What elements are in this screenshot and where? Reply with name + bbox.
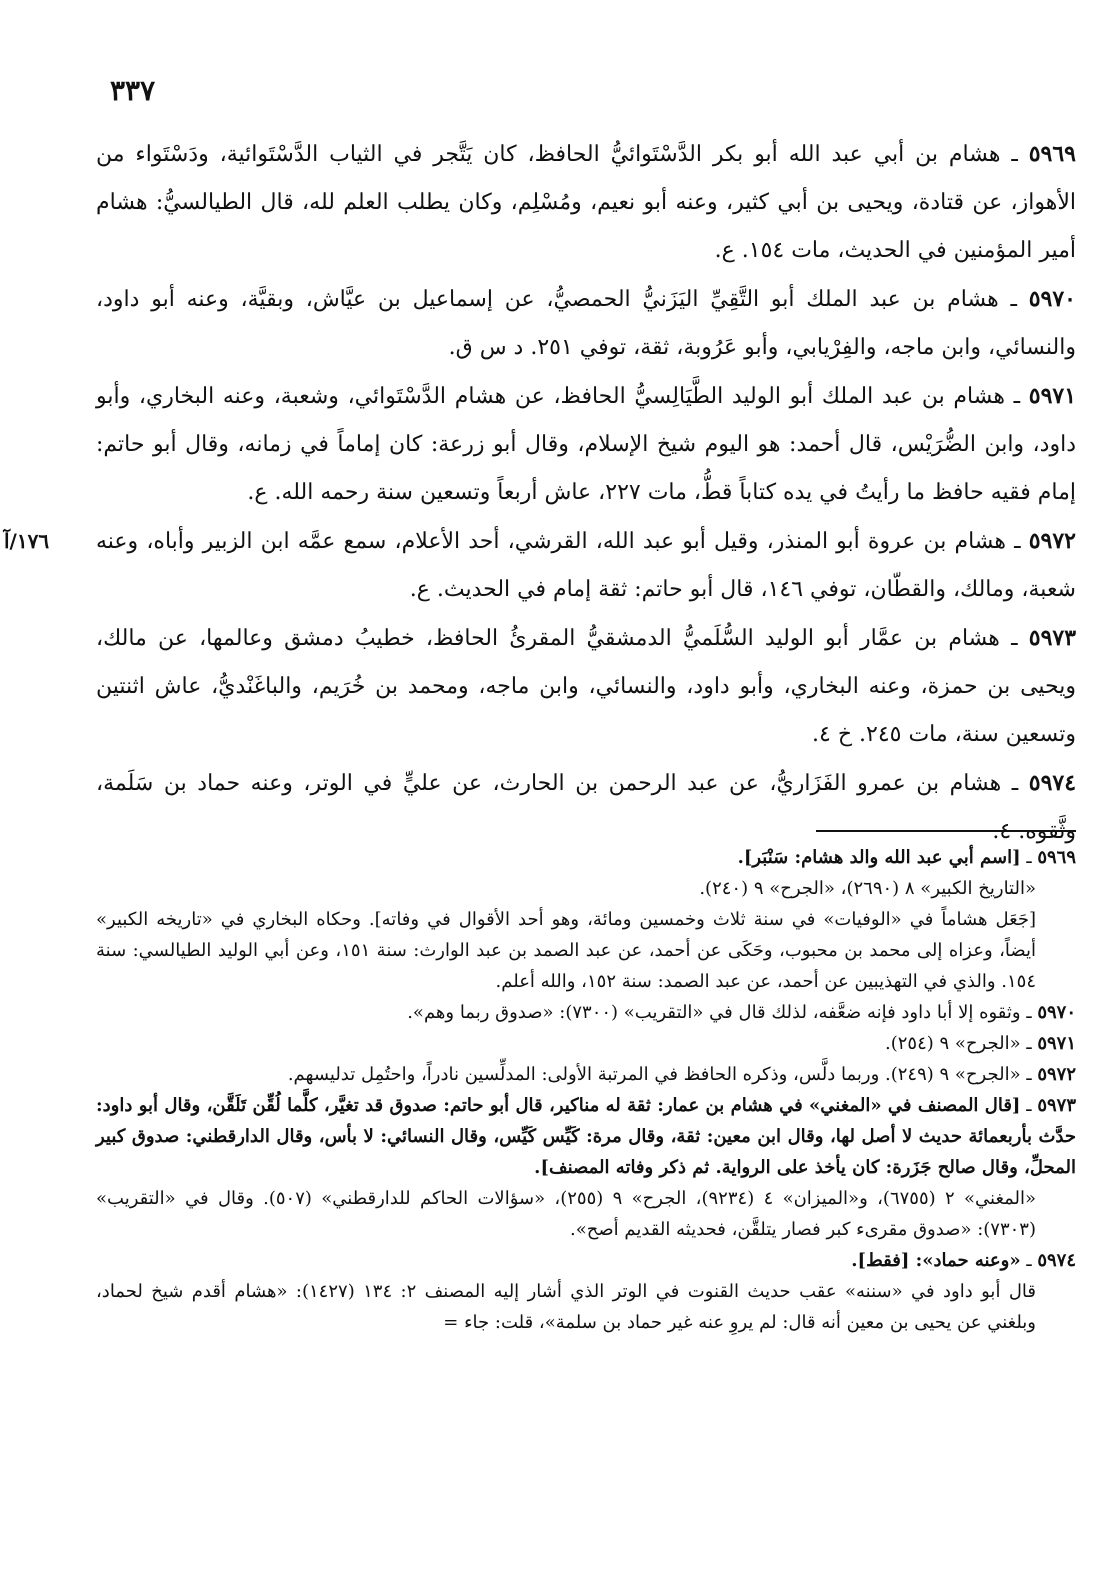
entry-5974: ٥٩٧٤ ـ هشام بن عمرو الفَزَاريُّ، عن عبد الرحمن بن الحارث، عن عليٍّ في الوتر، وعنه حماد بن سَلَمة، وثَّقوه. ٤. bbox=[96, 770, 1077, 844]
note-text: «وعنه حماد»: [فقط]. bbox=[851, 1250, 1021, 1271]
note-text: [اسم أبي عبد الله والد هشام: سَنْبَر]. bbox=[737, 847, 1021, 868]
note-5969-detail: [جَعَل هشاماً في «الوفيات» في سنة ثلاث وخمسين ومائة، وهو أحد الأقوال في وفاته]. وحكاه البخاري في «تاريخه الكبير» أيضاً، وعزاه إلى محمد بن محبوب، وحَكَى عن أحمد، عن عبد الصمد بن عبد الوارث: سنة ١٥١، وعن أبي الوليد الطيالسي: سنة ١٥٤. والذي في التهذيبين عن أحمد، عن عبد الصمد: سنة ١٥٢، والله أعلم. bbox=[96, 909, 1037, 992]
note-text: وثقوه إلا أبا داود فإنه ضعَّفه، لذلك قال في «التقريب» (٧٣٠٠): «صدوق ربما وهم». bbox=[407, 1002, 1021, 1023]
entry-number: ٥٩٧٣ bbox=[1028, 625, 1077, 651]
note-text: [قال المصنف في «المغني» في هشام بن عمار: ثقة له مناكير، قال أبو حاتم: صدوق قد تغيَّر، كلَّما لُقِّن تَلَقَّن، وقال أبو داود: حدَّث بأربعمائة حديث لا أصل لها، وقال ابن معين: ثقة، وقال مرة: كَيِّس كَيِّس، وقال النسائي: لا بأس، وقال الدارقطني: صدوق كبير المحلِّ، وقال صالح جَزَرة: كان يأخذ على الرواية. ثم ذكر وفاته المصنف]. bbox=[96, 1095, 1076, 1178]
entry-number: ٥٩٧٤ bbox=[1028, 770, 1077, 796]
footnotes bbox=[96, 842, 1076, 1338]
entry-number: ٥٩٧٢ bbox=[1028, 528, 1076, 554]
margin-folio-note: ١٧٦/آ bbox=[4, 529, 50, 553]
entry-number: ٥٩٧٠ bbox=[1028, 286, 1076, 312]
main-text bbox=[4, 130, 1077, 856]
entry-5971: ٥٩٧١ ـ هشام بن عبد الملك أبو الوليد الطَّيَالِسيُّ الحافظ، عن هشام الدَّسْتَوائي، وشعبة، وعنه البخاري، وأبو داود، وابن الضُّرَيْس، قال أحمد: هو اليوم شيخ الإسلام، وقال أبو زرعة: كان إماماً في زمانه، وقال أبو حاتم: إمام فقيه حافظ ما رأيتُ في يده كتاباً قطُّ، مات ٢٢٧، عاش أربعاً وتسعين سنة رحمه الله. ع. bbox=[96, 383, 1077, 505]
page-number: ٣٣٧ bbox=[110, 74, 156, 107]
entry-5973: ٥٩٧٣ ـ هشام بن عمَّار أبو الوليد السُّلَميُّ الدمشقيُّ المقرئُ الحافظ، خطيبُ دمشق وعالمها، عن مالك، ويحيى بن حمزة، وعنه البخاري، وأبو داود، والنسائي، وابن ماجه، ومحمد بن خُرَيم، والباغَنْديُّ، عاش اثنتين وتسعين سنة، مات ٢٤٥. خ ٤. bbox=[96, 625, 1077, 747]
note-text: «الجرح» ٩ (٢٤٩). وربما دلَّس، وذكره الحافظ في المرتبة الأولى: المدلِّسين نادراً، واحتُمِل تدليسهم. bbox=[287, 1064, 1021, 1085]
entry-text: هشام بن أبي عبد الله أبو بكر الدَّسْتَوائيُّ الحافظ، كان يَتَّجر في الثياب الدَّسْتَوائية، ودَسْتَواء من الأهواز، عن قتادة، ويحيى بن أبي كثير، وعنه أبو نعيم، ومُسْلِم، وكان يطلب العلم لله، قال الطيالسيُّ: هشام أمير المؤمنين في الحديث، مات ١٥٤. ع. bbox=[96, 142, 1076, 263]
note-number: ٥٩٧٠ bbox=[1037, 1002, 1076, 1023]
note-number: ٥٩٧٤ bbox=[1037, 1250, 1076, 1271]
note-5974-detail: قال أبو داود في «سننه» عقب حديث القنوت في الوتر الذي أشار إليه المصنف ٢: ١٣٤ (١٤٢٧): «هشام أقدم شيخ لحماد، وبلغني عن يحيى بن معين أنه قال: لم يروِ عنه غير حماد بن سلمة»، قلت: جاء = bbox=[96, 1281, 1036, 1333]
note-5973: ٥٩٧٣ ـ [قال المصنف في «المغني» في هشام بن عمار: ثقة له مناكير، قال أبو حاتم: صدوق قد تغيَّر، كلَّما لُقِّن تَلَقَّن، وقال أبو داود: حدَّث بأربعمائة حديث لا أصل لها، وقال ابن معين: ثقة، وقال مرة: كَيِّس كَيِّس، وقال النسائي: لا بأس، وقال الدارقطني: صدوق كبير المحلِّ، وقال صالح جَزَرة: كان يأخذ على الرواية. ثم ذكر وفاته المصنف]. bbox=[96, 1095, 1077, 1178]
footnote-divider bbox=[816, 830, 1076, 832]
entry-5970: ٥٩٧٠ ـ هشام بن عبد الملك أبو التَّقِيِّ اليَزَنيُّ الحمصيُّ، عن إسماعيل بن عيَّاش، وبقيَّة، وعنه أبو داود، والنسائي، وابن ماجه، والفِرْيابي، وأبو عَرُوبة، ثقة، توفي ٢٥١. د س ق. bbox=[96, 286, 1076, 360]
note-5969-refs: «التاريخ الكبير» ٨ (٢٦٩٠)، «الجرح» ٩ (٢٤٠). bbox=[699, 878, 1036, 899]
note-number: ٥٩٧٢ bbox=[1037, 1064, 1076, 1085]
note-number: ٥٩٦٩ bbox=[1037, 847, 1076, 868]
entry-text: هشام بن عمَّار أبو الوليد السُّلَميُّ الدمشقيُّ المقرئُ الحافظ، خطيبُ دمشق وعالمها، عن مالك، ويحيى بن حمزة، وعنه البخاري، وأبو داود، والنسائي، وابن ماجه، ومحمد بن خُرَيم، والباغَنْديُّ، عاش اثنتين وتسعين سنة، مات ٢٤٥. خ ٤. bbox=[96, 626, 1076, 747]
note-5969-head: ٥٩٦٩ ـ [اسم أبي عبد الله والد هشام: سَنْبَر]. bbox=[737, 847, 1076, 868]
entry-text: هشام بن عبد الملك أبو الوليد الطَّيَالِسيُّ الحافظ، عن هشام الدَّسْتَوائي، وشعبة، وعنه البخاري، وأبو داود، وابن الضُّرَيْس، قال أحمد: هو اليوم شيخ الإسلام، وقال أبو زرعة: كان إماماً في زمانه، وقال أبو حاتم: إمام فقيه حافظ ما رأيتُ في يده كتاباً قطُّ، مات ٢٢٧، عاش أربعاً وتسعين سنة رحمه الله. ع. bbox=[96, 384, 1076, 505]
note-number: ٥٩٧١ bbox=[1037, 1033, 1076, 1054]
note-5971: ٥٩٧١ ـ «الجرح» ٩ (٢٥٤). bbox=[885, 1033, 1076, 1054]
entry-number: ٥٩٦٩ bbox=[1028, 141, 1076, 167]
entry-5969: ٥٩٦٩ ـ هشام بن أبي عبد الله أبو بكر الدَّسْتَوائيُّ الحافظ، كان يَتَّجر في الثياب الدَّسْتَوائية، ودَسْتَواء من الأهواز، عن قتادة، ويحيى بن أبي كثير، وعنه أبو نعيم، ومُسْلِم، وكان يطلب العلم لله، قال الطيالسيُّ: هشام أمير المؤمنين في الحديث، مات ١٥٤. ع. bbox=[96, 141, 1076, 263]
note-5974: ٥٩٧٤ ـ «وعنه حماد»: [فقط]. bbox=[851, 1250, 1076, 1271]
note-number: ٥٩٧٣ bbox=[1037, 1095, 1077, 1116]
note-5970: ٥٩٧٠ ـ وثقوه إلا أبا داود فإنه ضعَّفه، لذلك قال في «التقريب» (٧٣٠٠): «صدوق ربما وهم». bbox=[407, 1002, 1076, 1023]
entry-5972: ١٧٦/آ ٥٩٧٢ ـ هشام بن عروة أبو المنذر، وقيل أبو عبد الله، القرشي، أحد الأعلام، سمع عمَّه ابن الزبير وأباه، وعنه شعبة، ومالك، والقطّان، توفي ١٤٦، قال أبو حاتم: ثقة إمام في الحديث. ع. bbox=[96, 517, 1076, 614]
entry-text: هشام بن عروة أبو المنذر، وقيل أبو عبد الله، القرشي، أحد الأعلام، سمع عمَّه ابن الزبير وأباه، وعنه شعبة، ومالك، والقطّان، توفي ١٤٦، قال أبو حاتم: ثقة إمام في الحديث. ع. bbox=[96, 529, 1076, 602]
entry-text: هشام بن عمرو الفَزَاريُّ، عن عبد الرحمن بن الحارث، عن عليٍّ في الوتر، وعنه حماد بن سَلَمة، وثَّقوه. ٤. bbox=[96, 771, 1076, 844]
note-5973-refs: «المغني» ٢ (٦٧٥٥)، و«الميزان» ٤ (٩٢٣٤)، الجرح» ٩ (٢٥٥)، «سؤالات الحاكم للدارقطني» (٥٠٧). وقال في «التقريب» (٧٣٠٣): «صدوق مقرىء كبر فصار يتلقَّن، فحديثه القديم أصح». bbox=[96, 1188, 1037, 1240]
note-5972: ٥٩٧٢ ـ «الجرح» ٩ (٢٤٩). وربما دلَّس، وذكره الحافظ في المرتبة الأولى: المدلِّسين نادراً، واحتُمِل تدليسهم. bbox=[287, 1064, 1076, 1085]
entry-number: ٥٩٧١ bbox=[1028, 383, 1077, 409]
entry-text: هشام بن عبد الملك أبو التَّقِيِّ اليَزَنيُّ الحمصيُّ، عن إسماعيل بن عيَّاش، وبقيَّة، وعنه أبو داود، والنسائي، وابن ماجه، والفِرْيابي، وأبو عَرُوبة، ثقة، توفي ٢٥١. د س ق. bbox=[96, 287, 1076, 360]
note-text: «الجرح» ٩ (٢٥٤). bbox=[885, 1033, 1021, 1054]
